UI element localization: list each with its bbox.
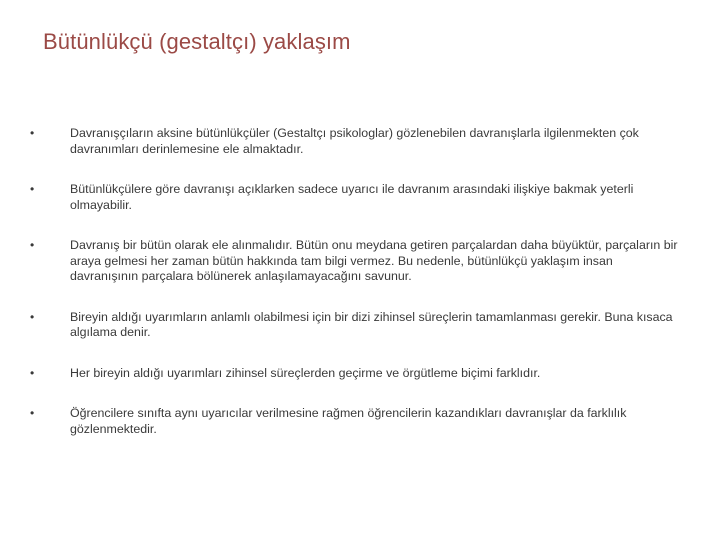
- slide-title: Bütünlükçü (gestaltçı) yaklaşım: [43, 29, 351, 54]
- list-item: [30, 126, 680, 157]
- bullet-text: Bütünlükçülere göre davranışı açıklarken sadece uyarıcı ile davranım arasındaki ilişkiye bakmak yeterli olmayabilir.: [70, 182, 634, 212]
- bullet-text: Bireyin aldığı uyarımların anlamlı olabilmesi için bir dizi zihinsel süreçlerin tamamlanması gerekir. Buna kısaca algılama denir.: [70, 309, 673, 339]
- bullet-text: Davranış bir bütün olarak ele alınmalıdır. Bütün onu meydana getiren parçalardan daha büyüktür, parçaların bir araya gelmesi her zaman bütün hakkında tam bilgi vermez. Bu nedenle, bütünlükçü yaklaşım insan davranışının parçalara bölünerek anlaşılamayacağını savunur.: [70, 238, 678, 283]
- bullet-icon: •: [30, 182, 35, 196]
- bullet-text: Davranışçıların aksine bütünlükçüler (Gestaltçı psikologlar) gözlenebilen davranışlarla ilgilenmekten çok davranımları derinlemesine ele almaktadır.: [70, 126, 639, 156]
- list-item: [30, 406, 680, 437]
- list-item: [30, 310, 680, 341]
- bullet-list: [30, 126, 680, 462]
- list-item: [30, 366, 680, 382]
- bullet-icon: •: [30, 406, 35, 420]
- bullet-text: Öğrencilere sınıfta aynı uyarıcılar verilmesine rağmen öğrencilerin kazandıkları davranışlar da farklılık gözlenmektedir.: [70, 406, 627, 436]
- list-item: [30, 182, 680, 213]
- bullet-icon: •: [30, 365, 35, 380]
- bullet-icon: •: [30, 238, 35, 252]
- list-item: [30, 238, 680, 285]
- bullet-text: Her bireyin aldığı uyarımları zihinsel süreçlerden geçirme ve örgütleme biçimi farklıdır.: [70, 365, 541, 380]
- bullet-icon: •: [30, 309, 35, 324]
- bullet-icon: •: [30, 126, 35, 140]
